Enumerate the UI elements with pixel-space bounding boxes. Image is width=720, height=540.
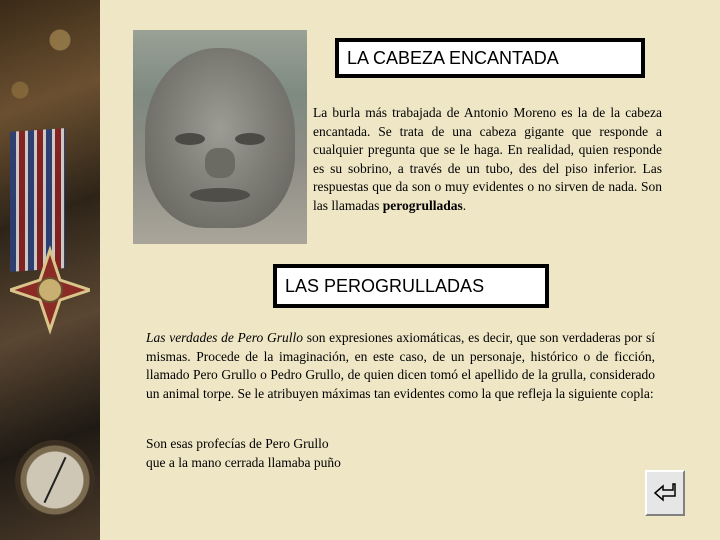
section-title-text: LAS PEROGRULLADAS	[285, 275, 485, 296]
section-title-text: LA CABEZA ENCANTADA	[347, 47, 559, 68]
paragraph-bold-term: perogrulladas	[382, 197, 463, 213]
section-title-cabeza-encantada	[335, 38, 645, 78]
section-title-perogrulladas	[273, 264, 549, 308]
stone-head-nose	[205, 148, 235, 178]
paragraph-end: .	[462, 197, 467, 213]
return-arrow-icon	[651, 480, 679, 506]
return-button[interactable]	[645, 470, 685, 516]
verse	[146, 435, 546, 472]
stone-head	[145, 48, 295, 228]
olmec-head-photo	[133, 30, 307, 244]
decorative-medals-sidebar	[0, 0, 100, 540]
stone-head-mouth	[190, 188, 250, 202]
paragraph-text: son expresiones axiomáticas, es decir, que son verdaderas por sí mismas. Procede de la imaginación, en este caso, de un personaje, histórico o de ficción, llamado Pero Grullo o Pedro Grullo, de quien dicen tomó el apellido de la grulla, considerado un animal torpe. Se le atribuyen máximas tan evidentes como la que refleja la siguiente copla:	[146, 330, 655, 401]
perogrulladas-paragraph	[146, 329, 655, 403]
cabeza-encantada-paragraph	[313, 104, 662, 216]
verse-line-1: Son esas profecías de Pero Grullo	[146, 436, 329, 451]
cross-medal-icon	[10, 245, 90, 335]
stone-head-eye-left	[175, 133, 205, 145]
stone-head-eye-right	[235, 133, 265, 145]
paragraph-text: La burla más trabajada de Antonio Moreno es la de la cabeza encantada. Se trata de una cabeza gigante que responde a cualquier pregunta que se le haga. En realidad, quien responde es su sobrino, a través de un tubo, des del piso inferior. Las respuestas que da son o muy evidentes o no sirven de nada. Son las llamadas	[313, 105, 662, 213]
paragraph-italic-phrase: Las verdades de Pero Grullo	[146, 330, 303, 345]
verse-line-2: que a la mano cerrada llamaba puño	[146, 454, 341, 470]
